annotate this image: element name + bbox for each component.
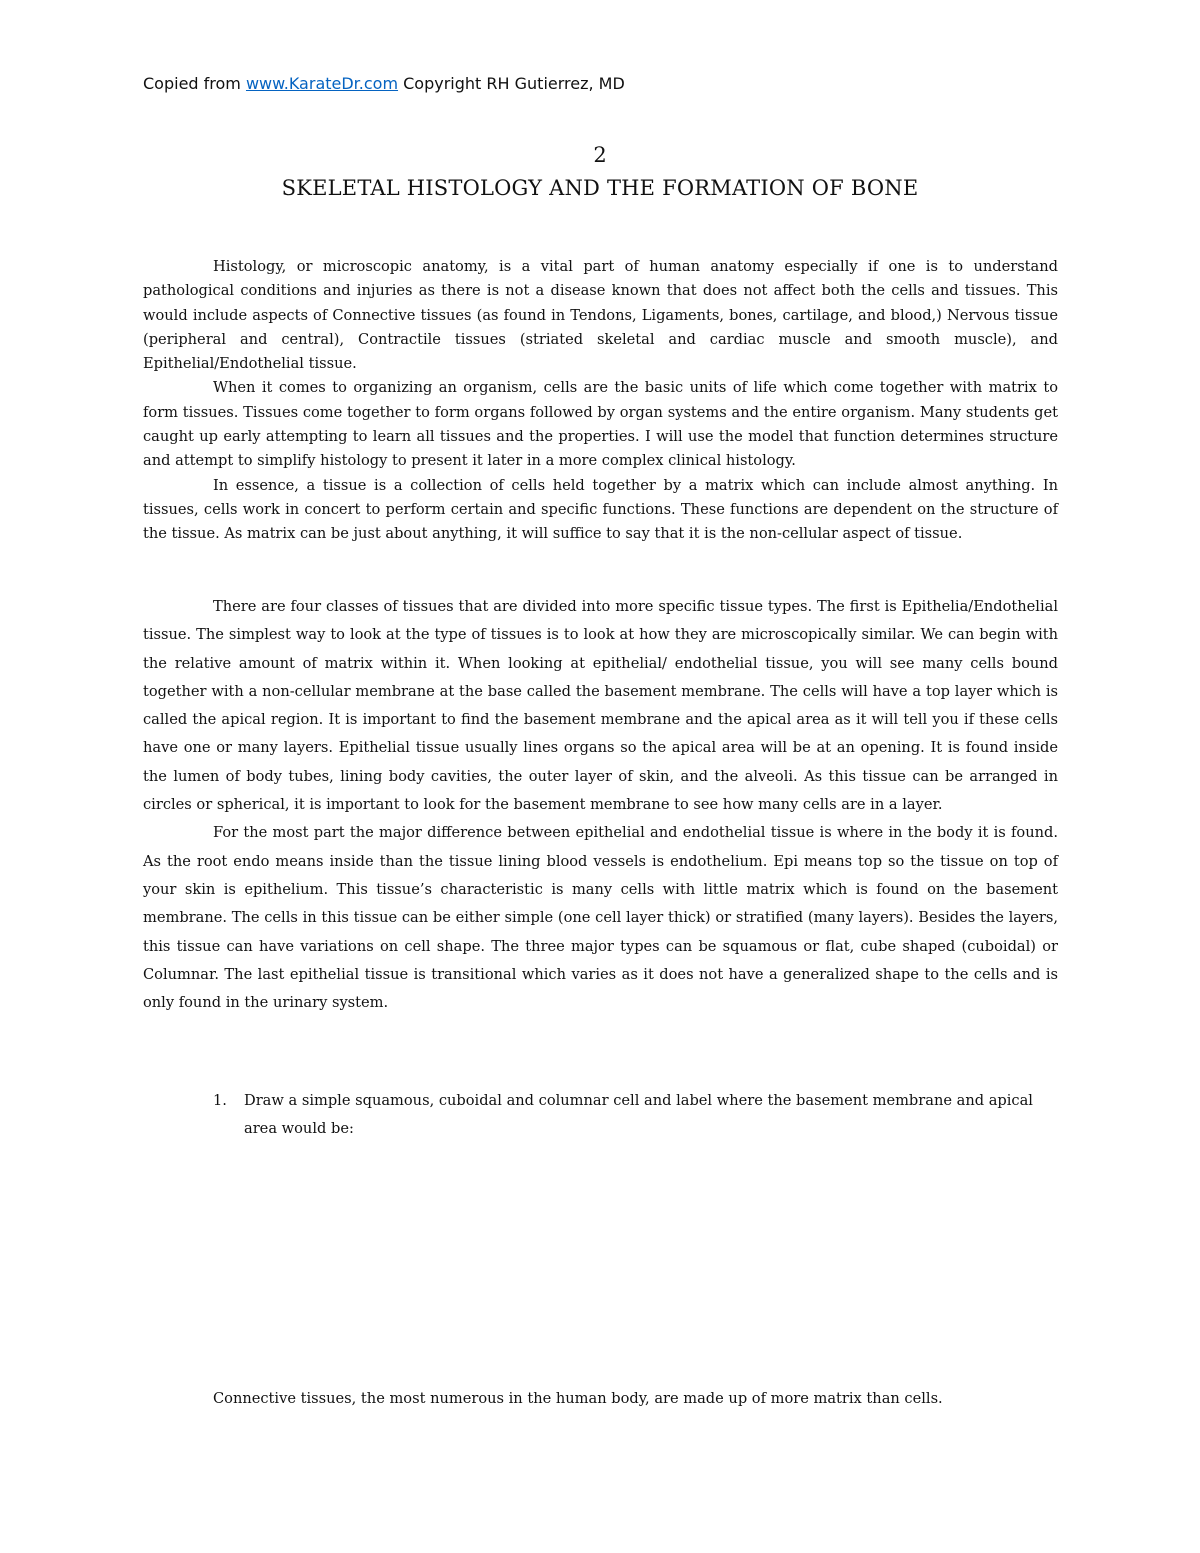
paragraph-histology-intro: Histology, or microscopic anatomy, is a vital part of human anatomy especially if one is to understand pathological conditions and injuries as there is not a disease known that does not affect both the cells and tissues. This would include aspects of Connective tissues (as found in Tendons, Ligaments, bones, cartilage, and blood,) Nervous tissue (peripheral and central), Contractile tissues (striated skeletal and cardiac muscle and smooth muscle), and Epithelial/Endothelial tissue. [143, 258, 1058, 373]
header-copyright: Copyright RH Gutierrez, MD [398, 74, 625, 93]
body-text-block-wide [143, 593, 1058, 1017]
page-header [143, 74, 625, 93]
header-link[interactable]: www.KarateDr.com [245, 74, 399, 93]
question-number: 1. [213, 1092, 227, 1109]
question-item [213, 1087, 1058, 1143]
paragraph-organizing-organism: When it comes to organizing an organism, cells are the basic units of life which come together with matrix to form tissues. Tissues come together to form organs followed by organ systems and the entire organism. Many students get caught up early attempting to learn all tissues and the properties. I will use the model that function determines structure and attempt to simplify histology to present it later in a more complex clinical histology. [143, 379, 1058, 470]
chapter-number: 2 [593, 143, 607, 167]
header-prefix: Copied from [143, 74, 246, 93]
paragraph-epithelial-endothelial: For the most part the major difference between epithelial and endothelial tissue is where in the body it is found. As the root endo means inside than the tissue lining blood vessels is endothelium. Epi means top so the tissue on top of your skin is epithelium. This tissue’s characteristic is many cells with little matrix which is found on the basement membrane. The cells in this tissue can be either simple (one cell layer thick) or stratified (many layers). Besides the layers, this tissue can have variations on cell shape. The three major types can be squamous or flat, cube shaped (cuboidal) or Columnar. The last epithelial tissue is transitional which varies as it does not have a generalized shape to the cells and is only found in the urinary system. [143, 824, 1058, 1012]
question-text: Draw a simple squamous, cuboidal and columnar cell and label where the basement membrane and apical area would be: [244, 1092, 1033, 1137]
chapter-title: SKELETAL HISTOLOGY AND THE FORMATION OF BONE [281, 176, 919, 200]
paragraph-tissue-definition: In essence, a tissue is a collection of cells held together by a matrix which can include almost anything. In tissues, cells work in concert to perform certain and specific functions. These functions are dependent on the structure of the tissue. As matrix can be just about anything, it will suffice to say that it is the non-cellular aspect of tissue. [143, 476, 1058, 543]
paragraph-tissue-classes: There are four classes of tissues that are divided into more specific tissue types. The first is Epithelia/Endothelial tissue. The simplest way to look at the type of tissues is to look at how they are microscopically similar. We can begin with the relative amount of matrix within it. When looking at epithelial/ endothelial tissue, you will see many cells bound together with a non-cellular membrane at the base called the basement membrane. The cells will have a top layer which is called the apical region. It is important to find the basement membrane and the apical area as it will tell you if these cells have one or many layers. Epithelial tissue usually lines organs so the apical area will be at an opening. It is found inside the lumen of body tubes, lining body cavities, the outer layer of skin, and the alveoli. As this tissue can be arranged in circles or spherical, it is important to look for the basement membrane to see how many cells are in a layer. [143, 598, 1058, 814]
closing-sentence: Connective tissues, the most numerous in the human body, are made up of more matrix than cells. [213, 1390, 943, 1407]
body-text-block [143, 255, 1058, 547]
